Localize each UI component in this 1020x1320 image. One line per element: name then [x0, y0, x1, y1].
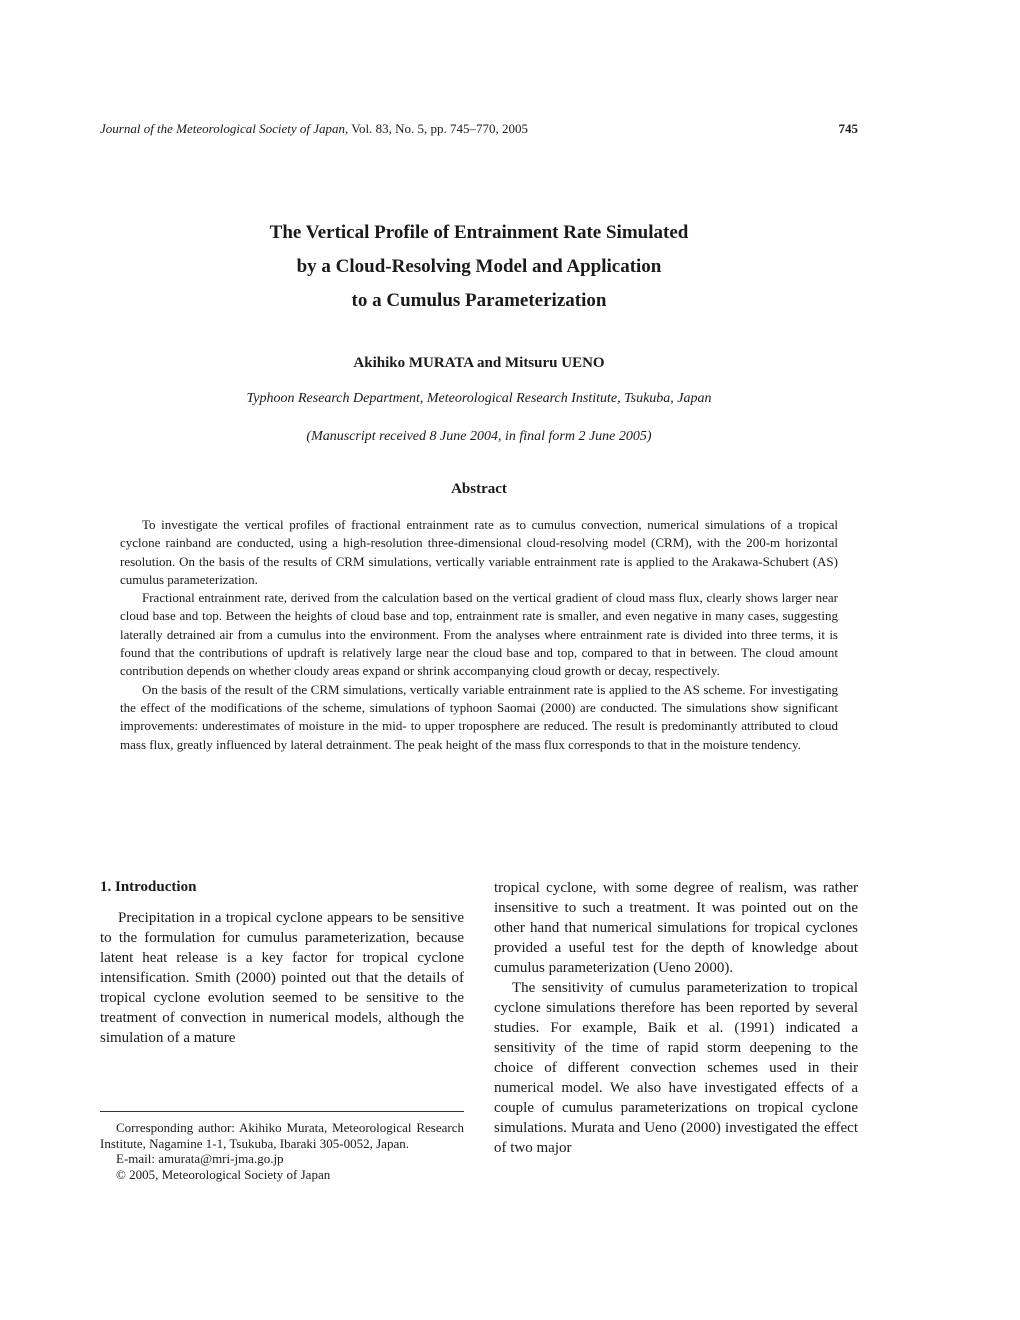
journal-header	[100, 121, 528, 137]
footnote	[100, 1120, 464, 1182]
right-column	[494, 878, 858, 1158]
abstract-heading: Abstract	[451, 481, 507, 497]
journal-details: , Vol. 83, No. 5, pp. 745–770, 2005	[345, 121, 528, 136]
body-paragraph: The sensitivity of cumulus parameterization to tropical cyclone simulations therefore has been reported by several studies. For example, Baik et al. (1991) indicated a sensitivity of the time of rapid storm deepening to the choice of different convection schemes used in their numerical model. We also have investigated effects of a couple of cumulus parameterizations on tropical cyclone simulations. Murata and Ueno (2000) investigated the effect of two major	[494, 980, 858, 1156]
body-paragraph: Precipitation in a tropical cyclone appears to be sensitive to the formulation for cumulus parameterization, because latent heat release is a key factor for tropical cyclone intensification. Smith (2000) pointed out that the details of tropical cyclone evolution seemed to be sensitive to the treatment of convection in numerical models, although the simulation of a mature	[100, 910, 464, 1046]
page-number: 745	[838, 121, 858, 136]
left-column	[100, 908, 464, 1048]
section-heading: 1. Introduction	[100, 879, 197, 895]
manuscript-received: (Manuscript received 8 June 2004, in final form 2 June 2005)	[306, 429, 652, 444]
abstract-paragraph: Fractional entrainment rate, derived from the calculation based on the vertical gradient of cloud mass flux, clearly shows larger near cloud base and top. Between the heights of cloud base and top, entrainment rate is smaller, and even negative in many cases, suggesting laterally detrained air from a cumulus into the environment. From the analyses where entrainment rate is divided into three terms, it is found that the contributions of updraft is relatively large near the cloud base and top, compared to that in between. The cloud amount contribution depends on whether cloudy areas expand or shrink accompanying cloud growth or decay, respectively.	[120, 590, 838, 679]
corresponding-author: Corresponding author: Akihiko Murata, Meteorological Research Institute, Nagamine 1-1, Tsukuba, Ibaraki 305-0052, Japan.	[100, 1120, 464, 1151]
abstract-paragraph: To investigate the vertical profiles of fractional entrainment rate as to cumulus convection, numerical simulations of a tropical cyclone rainband are conducted, using a high-resolution three-dimensional cloud-resolving model (CRM), with the 200-m horizontal resolution. On the basis of the results of CRM simulations, vertically variable entrainment rate is applied to the Arakawa-Schubert (AS) cumulus parameterization.	[120, 517, 838, 587]
copyright-notice: © 2005, Meteorological Society of Japan	[116, 1166, 331, 1182]
footnote-rule	[100, 1111, 464, 1112]
abstract-paragraph: On the basis of the result of the CRM simulations, vertically variable entrainment rate is applied to the AS scheme. For investigating the effect of the modifications of the scheme, simulations of typhoon Saomai (2000) are conducted. The simulations show significant improvements: underestimates of moisture in the mid- to upper troposphere are reduced. The result is predominantly attributed to cloud mass flux, greatly influenced by lateral detrainment. The peak height of the mass flux corresponds to that in the moisture tendency.	[120, 681, 838, 752]
body-paragraph: tropical cyclone, with some degree of realism, was rather insensitive to such a treatment. It was pointed out on the other hand that numerical simulations for tropical cyclones provided a useful test for the depth of knowledge about cumulus parameterization (Ueno 2000).	[494, 880, 858, 976]
title-line: by a Cloud-Resolving Model and Application	[296, 256, 662, 277]
author-email: E-mail: amurata@mri-jma.go.jp	[116, 1151, 284, 1166]
journal-name: Journal of the Meteorological Society of Japan	[100, 121, 346, 136]
title-line: to a Cumulus Parameterization	[351, 290, 607, 311]
affiliation: Typhoon Research Department, Meteorological Research Institute, Tsukuba, Japan	[246, 391, 712, 406]
paper-title	[100, 216, 858, 318]
title-line: The Vertical Profile of Entrainment Rate Simulated	[269, 222, 689, 243]
abstract-body	[120, 516, 838, 754]
authors: Akihiko MURATA and Mitsuru UENO	[353, 355, 605, 371]
